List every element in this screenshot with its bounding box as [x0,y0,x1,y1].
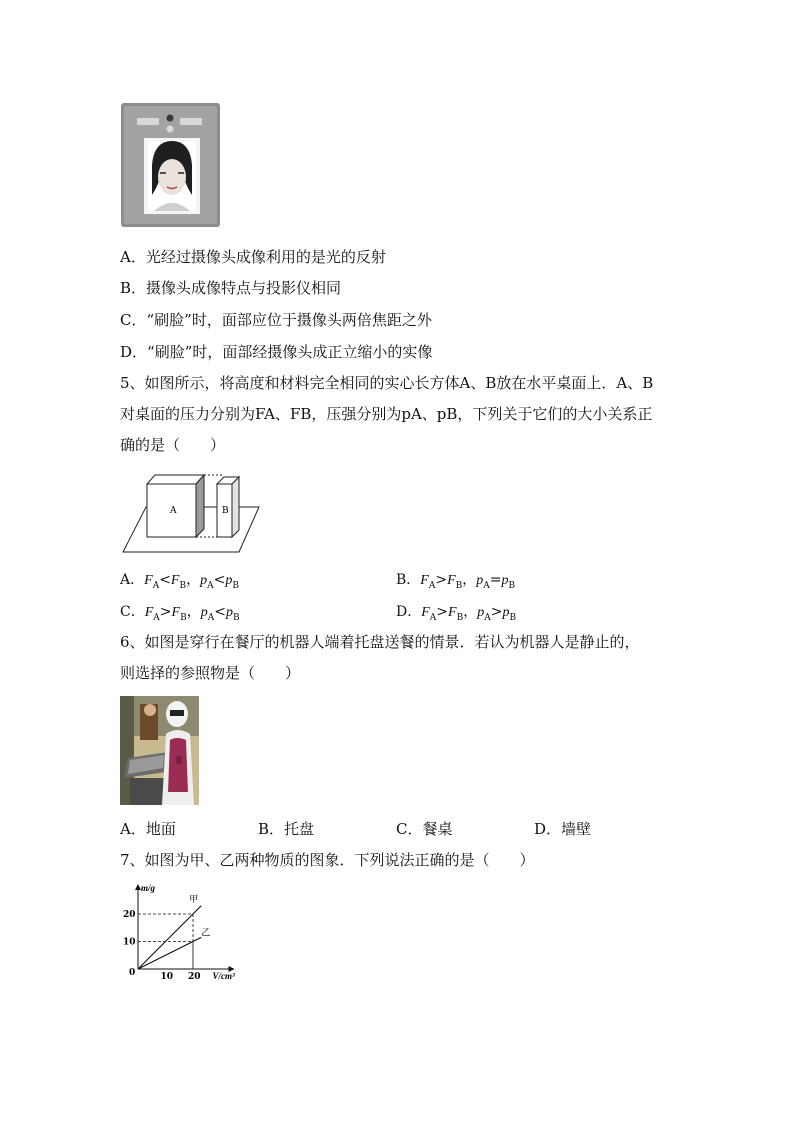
q6-option-b: B．托盘 [258,820,315,838]
x-tick-label-1: 10 [160,972,174,982]
y-tick-label-1: 10 [123,937,136,948]
series-label-1: 甲 [189,894,199,905]
y-axis-label: m/g [141,883,156,893]
q6-option-d: D．墙壁 [534,820,592,838]
blocks-diagram [120,470,262,556]
q5-stem-line-3: 确的是（ ） [120,436,226,454]
y-tick-label-2: 20 [123,910,136,920]
q5-option-c: C．$F_A>F_B$，$p_A<p_B$ [120,604,240,623]
q6-stem-line-1: 6、如图是穿行在餐厅的机器人端着托盘送餐的情景．若认为机器人是静止的， [120,633,640,651]
series-label-2: 乙 [201,928,211,939]
q6-stem-line-2: 则选择的参照物是（ ） [120,664,301,682]
face-camera-figure [120,103,221,227]
block-b-label: B [222,506,229,516]
robot-waiter-image [120,696,199,805]
block-a-label: A [170,506,177,516]
q5-option-a: A．$F_A<F_B$，$p_A<p_B$ [120,572,239,591]
q5-stem-line-1: 5、如图所示，将高度和材料完全相同的实心长方体A、B放在水平桌面上．A、B [120,374,654,392]
q5-option-b: B．$F_A>F_B$，$p_A=p_B$ [396,572,516,591]
q4-option-a: A．光经过摄像头成像利用的是光的反射 [120,248,386,266]
q4-option-d: D．“刷脸”时，面部经摄像头成正立缩小的实像 [120,343,433,361]
series-line-1 [138,906,201,969]
mass-volume-chart-svg [120,883,255,983]
q6-option-c: C．餐桌 [396,820,453,838]
mass-volume-chart [120,883,255,983]
q7-stem: 7、如图为甲、乙两种物质的图象．下列说法正确的是（ ） [120,851,535,869]
q4-option-c: C．“刷脸”时，面部应位于摄像头两倍焦距之外 [120,311,432,329]
series-line-2 [138,937,201,969]
face-camera-image [120,103,221,227]
robot-waiter-figure [120,696,199,805]
x-axis-label: V/cm³ [212,971,235,981]
q4-option-b: B．摄像头成像特点与投影仪相同 [120,279,342,297]
q6-option-a: A．地面 [120,820,176,838]
origin-label: 0 [129,968,136,978]
blocks-figure [120,470,262,556]
q5-stem-line-2: 对桌面的压力分别为FA、FB，压强分别为pA、pB，下列关于它们的大小关系正 [120,405,653,423]
q5-option-d: D．$F_A>F_B$，$p_A>p_B$ [396,604,517,623]
x-tick-label-2: 20 [188,972,201,982]
